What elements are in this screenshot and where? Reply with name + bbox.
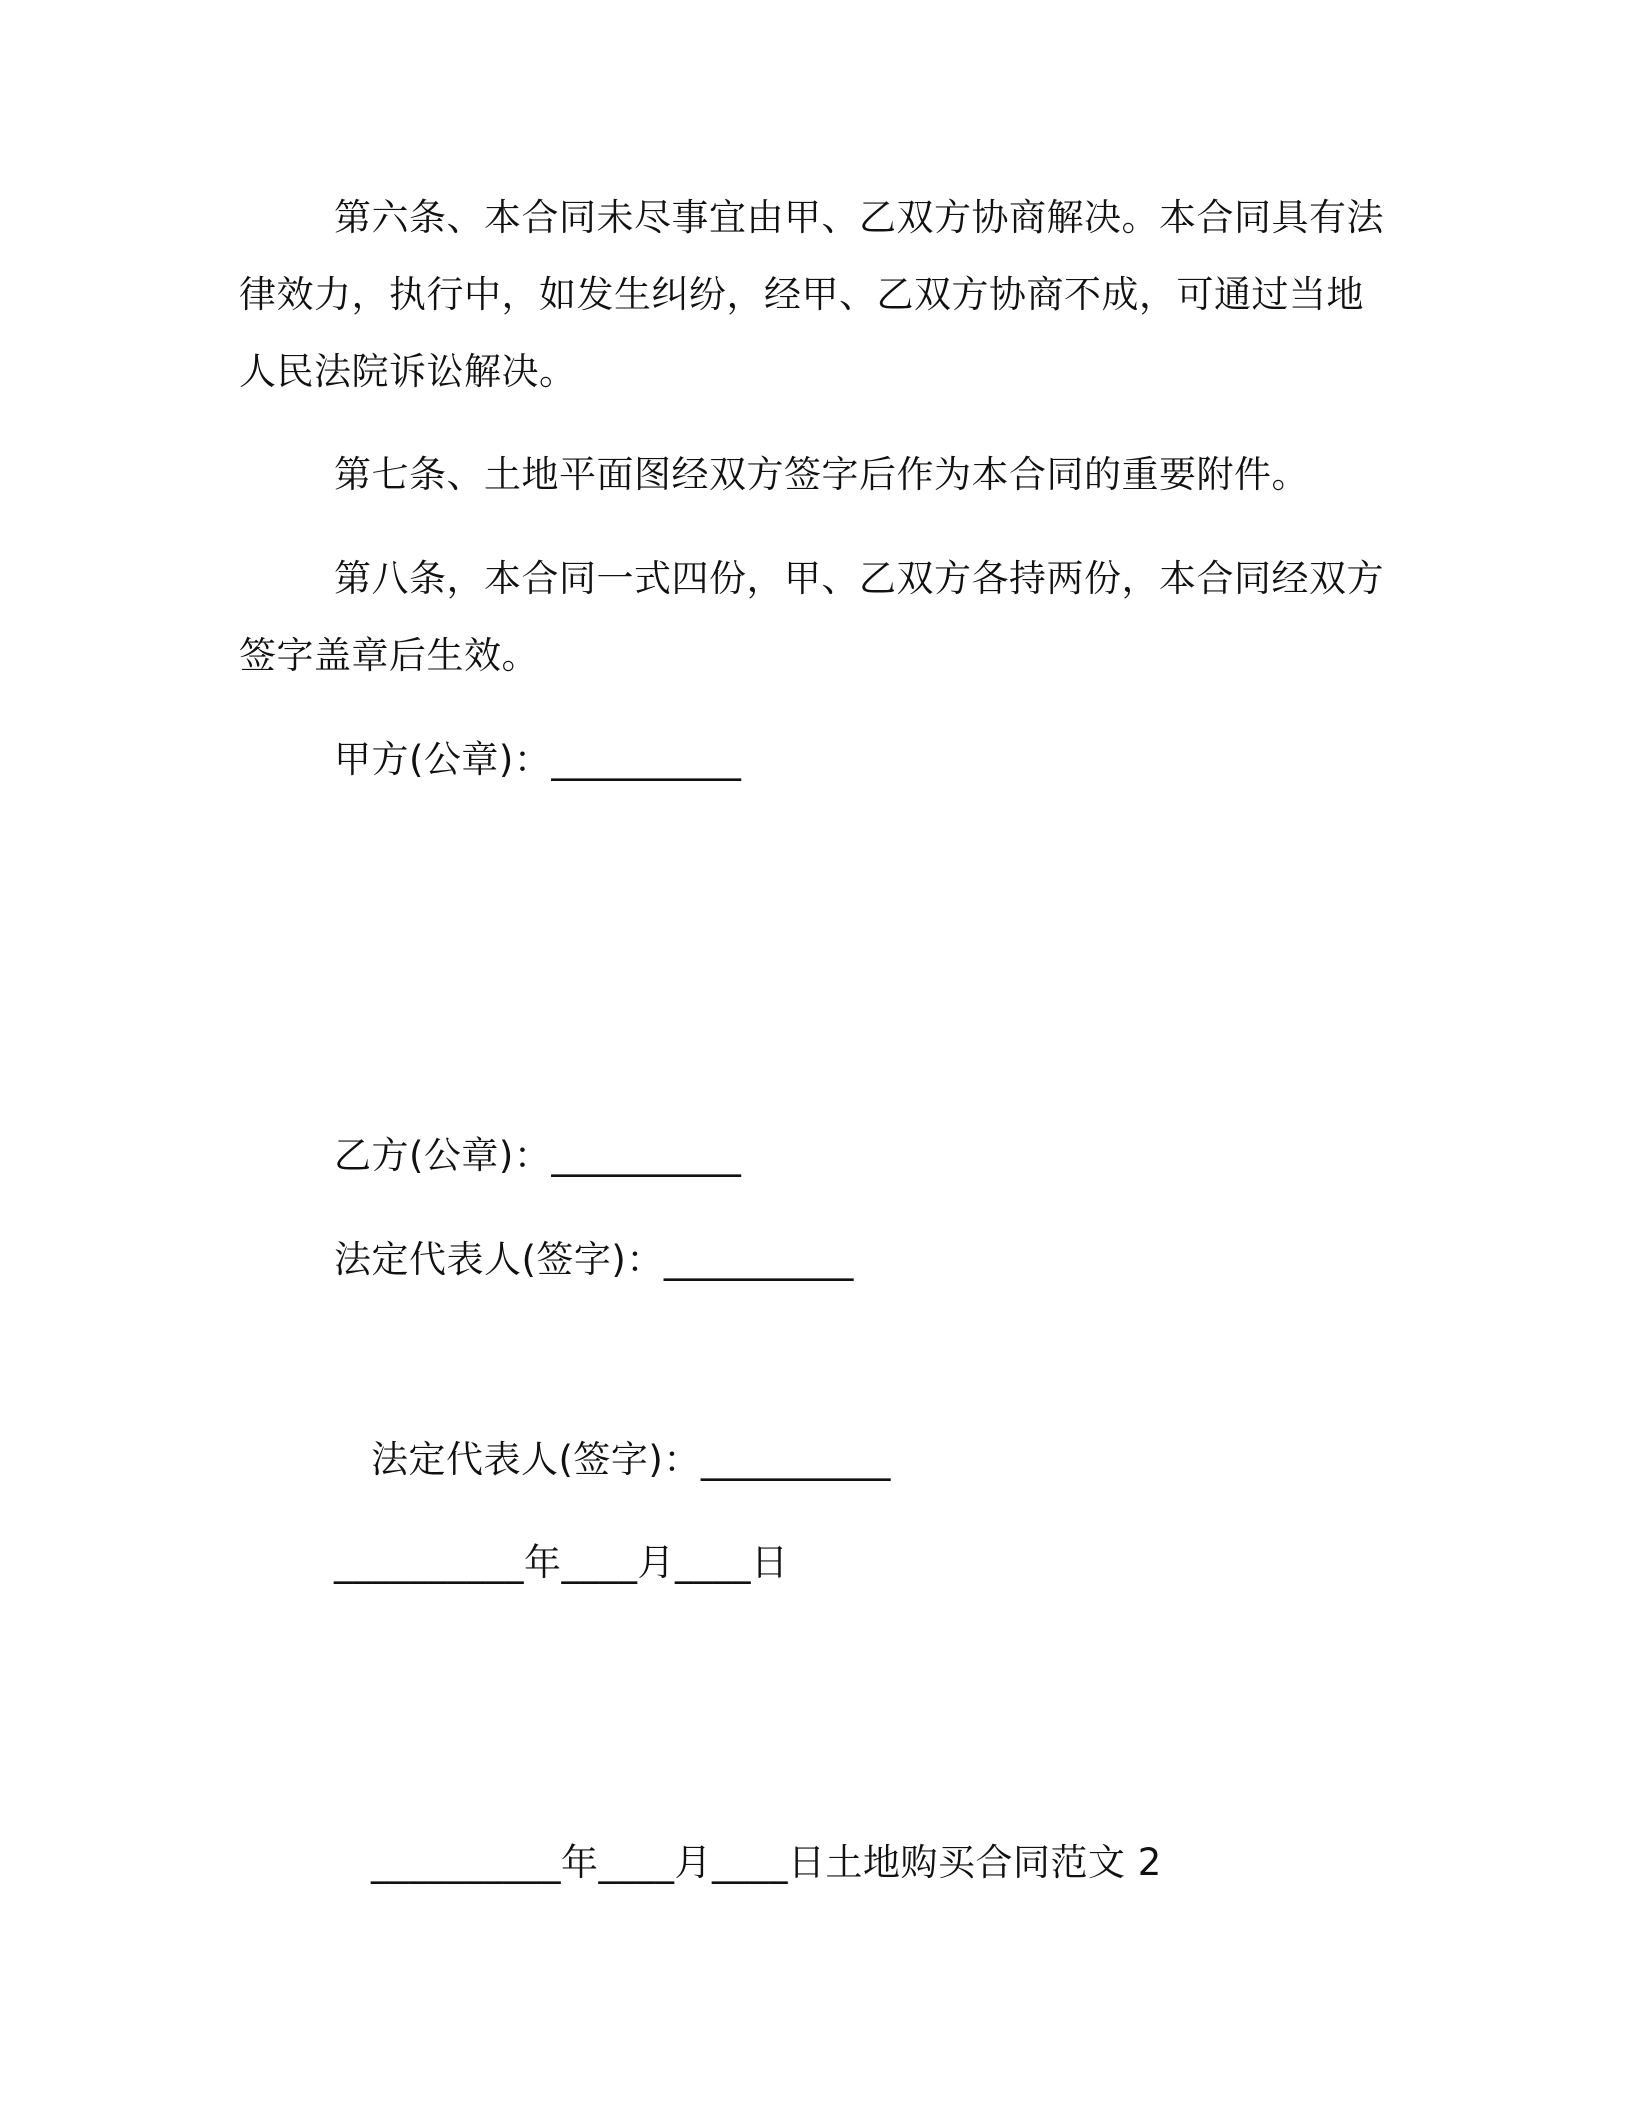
article-8-line-2: 签字盖章后生效。 — [239, 634, 539, 677]
article-6-line-1: 第六条、本合同未尽事宜由甲、乙双方协商解决。本合同具有法 — [334, 196, 1384, 239]
date-and-next-title-line: __________年____月____日土地购买合同范文 2 — [371, 1841, 1162, 1884]
article-6-line-2: 律效力，执行中，如发生纠纷，经甲、乙双方协商不成，可通过当地 — [239, 273, 1364, 316]
party-b-seal: 乙方(公章)：__________ — [334, 1134, 742, 1177]
legal-representative-signature-1: 法定代表人(签字)：__________ — [334, 1238, 854, 1281]
article-6-line-3: 人民法院诉讼解决。 — [239, 350, 577, 393]
legal-representative-signature-2: 法定代表人(签字)：__________ — [371, 1438, 891, 1481]
party-a-seal: 甲方(公章)：__________ — [334, 738, 742, 781]
article-7: 第七条、土地平面图经双方签字后作为本合同的重要附件。 — [334, 453, 1309, 496]
article-8-line-1: 第八条，本合同一式四份，甲、乙双方各持两份，本合同经双方 — [334, 557, 1384, 600]
date-line: __________年____月____日 — [334, 1541, 789, 1584]
